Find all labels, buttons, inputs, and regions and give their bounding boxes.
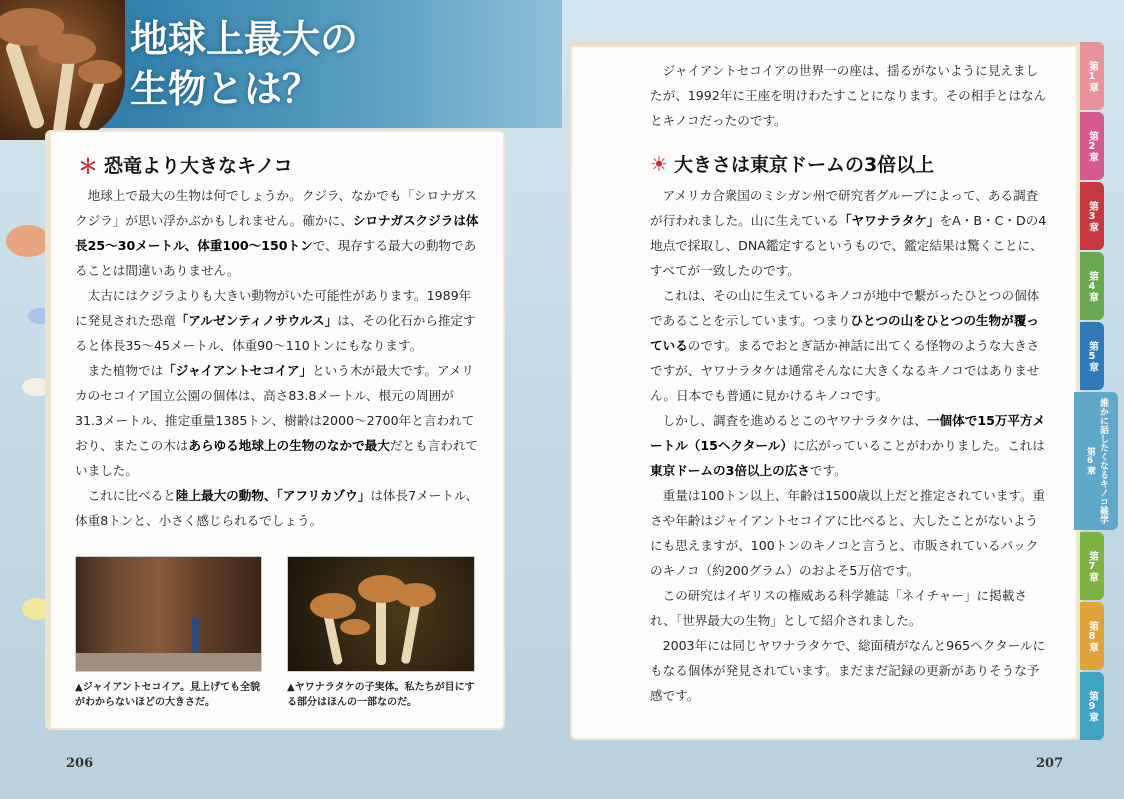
left-heading-text: 恐竜より大きなキノコ bbox=[104, 155, 293, 177]
left-paragraph: 地球上で最大の生物は何でしょうか。クジラ、なかでも「シロナガスクジラ」が思い浮かぶかもしれません。確かに、シロナガスクジラは体長25～30メートル、体重100～150トンで、現存する最大の動物であることは間違いありません。 bbox=[75, 188, 479, 278]
right-paragraph: しかし、調査を進めるとこのヤワナラタケは、一個体で15万平方メートル（15ヘクタール）に広がっていることがわかりました。これは東京ドームの3倍以上の広さです。 bbox=[650, 413, 1046, 478]
title-mushroom-photo bbox=[0, 0, 125, 140]
left-paragraph: これに比べると陸上最大の動物、「アフリカゾウ」は体長7メートル、体重8トンと、小さく感じられるでしょう。 bbox=[75, 488, 479, 528]
right-intro-text: ジャイアントセコイアの世界一の座は、揺るがないように見えましたが、1992年に王座を明けわたすことになります。その相手とはなんとキノコだったのです。 bbox=[650, 63, 1047, 128]
right-heading-text: 大きさは東京ドームの3倍以上 bbox=[673, 154, 935, 176]
right-paragraph: 2003年には同じヤワナラタケで、総面積がなんと965ヘクタールにもなる個体が発見されています。まだまだ記録の更新がありそうな予感です。 bbox=[650, 638, 1046, 703]
asterisk-icon: ＊ bbox=[78, 154, 98, 178]
right-paragraph: これは、その山に生えているキノコが地中で繋がったひとつの個体であることを示しています。つまりひとつの山をひとつの生物が覆っているのです。まるでおとぎ話か神話に出てくる怪物のような大きさですが、ヤワナラタケは通常そんなに大きくなるキノコではありません。日本でも普通に見かけるキノコです。 bbox=[650, 288, 1040, 403]
tab-chapter-2[interactable]: 第2章 bbox=[1080, 112, 1104, 180]
photo-caption: ▲ヤワナラタケの子実体。私たちが目にする部分はほんの一部なのだ。 bbox=[287, 682, 475, 708]
tab-chapter-3[interactable]: 第3章 bbox=[1080, 182, 1104, 250]
left-body-text bbox=[75, 183, 480, 533]
page-title bbox=[130, 14, 550, 114]
right-section-heading bbox=[650, 150, 934, 177]
tab-chapter-1[interactable]: 第1章 bbox=[1080, 42, 1104, 110]
right-paragraph: 重量は100トン以上、年齢は1500歳以上だと推定されています。重さや年齢はジャイアントセコイアに比べると、大したことがないようにも思えますが、100トンのキノコと言うと、市販されているパックのキノコ（約200グラム）のおよそ5万倍です。 bbox=[650, 488, 1046, 578]
sun-icon: ☀ bbox=[650, 151, 668, 176]
tab-chapter-6[interactable]: 第6章 誰かに話したくなるキノコ雑学 bbox=[1074, 392, 1118, 530]
page-number-left: 206 bbox=[66, 756, 94, 771]
tab-chapter-4[interactable]: 第4章 bbox=[1080, 252, 1104, 320]
tab-chapter-5[interactable]: 第5章 bbox=[1080, 322, 1104, 390]
tab-chapter-7[interactable]: 第7章 bbox=[1080, 532, 1104, 600]
right-page bbox=[562, 0, 1124, 799]
left-paragraph: また植物では「ジャイアントセコイア」という木が最大です。アメリカのセコイア国立公園の個体は、高さ83.8メートル、根元の周囲が31.3メートル、推定重量1385トン、樹齢は2000～2700年と言われており、またこの木はあらゆる地球上の生物のなかで最大だとも言われていました。 bbox=[75, 363, 478, 478]
left-section-heading bbox=[78, 150, 293, 179]
sequoia-photo bbox=[75, 556, 262, 672]
photo-caption: ▲ジャイアントセコイア。見上げても全貌がわからないほどの大きさだ。 bbox=[75, 682, 261, 708]
page-number-right: 207 bbox=[1036, 756, 1064, 771]
tab-chapter-9[interactable]: 第9章 bbox=[1080, 672, 1104, 740]
title-line-1: 地球上最大の bbox=[130, 17, 359, 61]
honey-mushroom-photo bbox=[287, 556, 475, 672]
decorative-mushroom-icon bbox=[6, 225, 50, 257]
title-line-2: 生物とは？ bbox=[130, 67, 321, 111]
right-paragraph: この研究はイギリスの権威ある科学雑誌「ネイチャー」に掲載され、「世界最大の生物」として紹介されました。 bbox=[650, 588, 1027, 628]
tab-chapter-8[interactable]: 第8章 bbox=[1080, 602, 1104, 670]
right-paragraph: アメリカ合衆国のミシガン州で研究者グループによって、ある調査が行われました。山に生えている「ヤワナラタケ」をA・B・C・Dの4地点で採取し、DNA鑑定するというもので、鑑定結果は驚くことに、すべてが一致したのです。 bbox=[650, 188, 1047, 278]
right-body-text bbox=[650, 183, 1050, 708]
left-paragraph: 太古にはクジラよりも大きい動物がいた可能性があります。1989年に発見された恐竜「アルゼンティノサウルス」は、その化石から推定すると体長35～45メートル、体重90～110トンにもなります。 bbox=[75, 288, 476, 353]
